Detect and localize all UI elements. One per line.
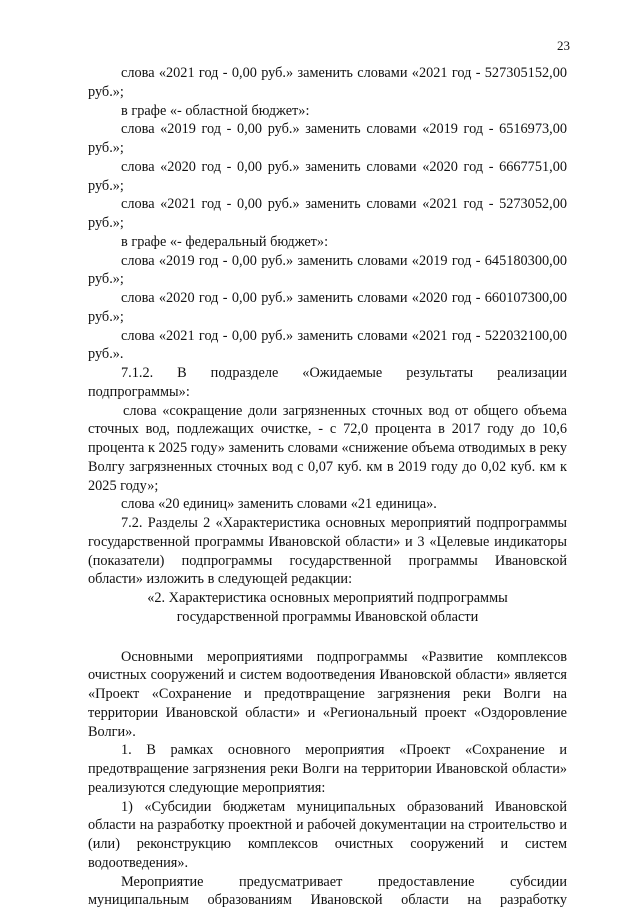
document-body [88,64,567,910]
paragraph: Мероприятие предусматривает предоставление субсидии муниципальным образованиям Ивановской области на разработку [88,873,567,910]
section-heading-line: «2. Характеристика основных мероприятий подпрограммы [88,589,567,608]
paragraph: слова «сокращение доли загрязненных сточных вод от общего объема сточных вод, подлежащих очистке, - с 72,0 процента в 2017 году до 10,6 процента к 2025 году» заменить словами «снижение объема отводимых в реку Волгу загрязненных сточных вод с 0,07 куб. км в 2019 году до 0,02 куб. км к 2025 году»; [88,402,567,496]
paragraph: слова «2021 год - 0,00 руб.» заменить словами «2021 год - 527305152,00 руб.»; [88,64,567,102]
paragraph: слова «2020 год - 0,00 руб.» заменить словами «2020 год - 6667751,00 руб.»; [88,158,567,196]
paragraph: слова «2019 год - 0,00 руб.» заменить словами «2019 год - 6516973,00 руб.»; [88,120,567,158]
paragraph: 7.2. Разделы 2 «Характеристика основных мероприятий подпрограммы государственной программы Ивановской области» и 3 «Целевые индикаторы (показатели) подпрограммы государственной программы Ивановской области» изложить в следующей редакции: [88,514,567,589]
paragraph: слова «2021 год - 0,00 руб.» заменить словами «2021 год - 522032100,00 руб.». [88,327,567,365]
paragraph: 1) «Субсидии бюджетам муниципальных образований Ивановской области на разработку проектной и рабочей документации на строительство и (или) реконструкцию комплексов очистных сооружений и систем водоотведения». [88,798,567,873]
paragraph: 7.1.2. В подразделе «Ожидаемые результаты реализации подпрограммы»: [88,364,567,402]
paragraph: 1. В рамках основного мероприятия «Проект «Сохранение и предотвращение загрязнения реки Волги на территории Ивановской области» реализуются следующие мероприятия: [88,741,567,797]
paragraph: слова «2019 год - 0,00 руб.» заменить словами «2019 год - 645180300,00 руб.»; [88,252,567,290]
paragraph: слова «2020 год - 0,00 руб.» заменить словами «2020 год - 660107300,00 руб.»; [88,289,567,327]
spacer [88,627,567,648]
page-number: 23 [557,38,570,54]
paragraph: Основными мероприятиями подпрограммы «Развитие комплексов очистных сооружений и систем водоотведения Ивановской области» является «Проект «Сохранение и предотвращение загрязнения реки Волги на территории Ивановской области» и «Региональный проект «Оздоровление Волги». [88,648,567,742]
paragraph: слова «2021 год - 0,00 руб.» заменить словами «2021 год - 5273052,00 руб.»; [88,195,567,233]
section-heading-line: государственной программы Ивановской области [88,608,567,627]
paragraph: в графе «- федеральный бюджет»: [88,233,567,252]
paragraph: в графе «- областной бюджет»: [88,102,567,121]
paragraph: слова «20 единиц» заменить словами «21 единица». [88,495,567,514]
